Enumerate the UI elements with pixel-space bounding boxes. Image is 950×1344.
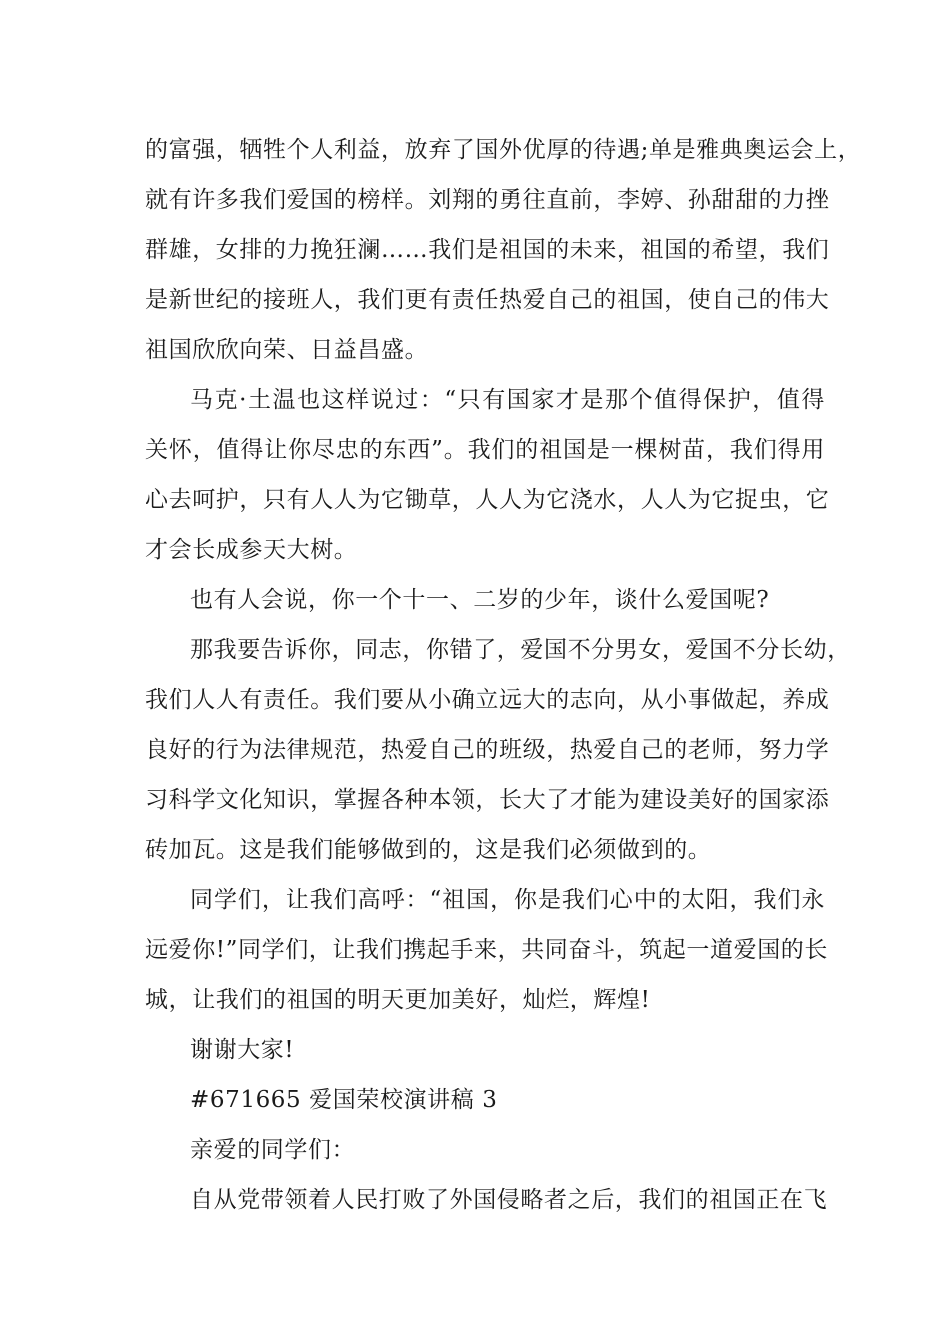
paragraph-line: 的富强，牺牲个人利益，放弃了国外优厚的待遇;单是雅典奥运会上， (145, 137, 862, 163)
paragraph-line: 砖加瓦。这是我们能够做到的，这是我们必须做到的。 (145, 837, 712, 863)
paragraph-line: 良好的行为法律规范，热爱自己的班级，热爱自己的老师，努力学 (145, 737, 830, 763)
paragraph-line: 群雄，女排的力挽狂澜……我们是祖国的未来，祖国的希望，我们 (145, 237, 830, 263)
paragraph-line: 习科学文化知识，掌握各种本领，长大了才能为建设美好的国家添 (145, 787, 830, 813)
section-heading: #671665 爱国荣校演讲稿 3 (190, 1087, 498, 1113)
paragraph-line: 马克·土温也这样说过：“只有国家才是那个值得保护，值得 (190, 387, 825, 413)
paragraph-line: 心去呵护，只有人人为它锄草，人人为它浇水，人人为它捉虫，它 (145, 487, 830, 513)
salutation-line: 亲爱的同学们： (190, 1137, 356, 1163)
paragraph-line: 城，让我们的祖国的明天更加美好，灿烂，辉煌! (145, 987, 651, 1013)
paragraph-line: 祖国欣欣向荣、日益昌盛。 (145, 337, 429, 363)
paragraph-line: 才会长成参天大树。 (145, 537, 358, 563)
paragraph-line: 远爱你!”同学们，让我们携起手来，共同奋斗，筑起一道爱国的长 (145, 937, 829, 963)
paragraph-line: 自从党带领着人民打败了外国侵略者之后，我们的祖国正在飞 (190, 1187, 828, 1213)
paragraph-line: 是新世纪的接班人，我们更有责任热爱自己的祖国，使自己的伟大 (145, 287, 830, 313)
closing-line: 谢谢大家! (190, 1037, 295, 1063)
paragraph-line: 关怀，值得让你尽忠的东西”。我们的祖国是一棵树苗，我们得用 (145, 437, 825, 463)
paragraph-line: 就有许多我们爱国的榜样。刘翔的勇往直前，李婷、孙甜甜的力挫 (145, 187, 830, 213)
paragraph-line: 那我要告诉你，同志，你错了，爱国不分男女，爱国不分长幼， (190, 637, 851, 663)
paragraph-line: 也有人会说，你一个十一、二岁的少年，谈什么爱国呢? (190, 587, 770, 613)
paragraph-line: 同学们，让我们高呼：“祖国，你是我们心中的太阳，我们永 (190, 887, 825, 913)
paragraph-line: 我们人人有责任。我们要从小确立远大的志向，从小事做起，养成 (145, 687, 830, 713)
